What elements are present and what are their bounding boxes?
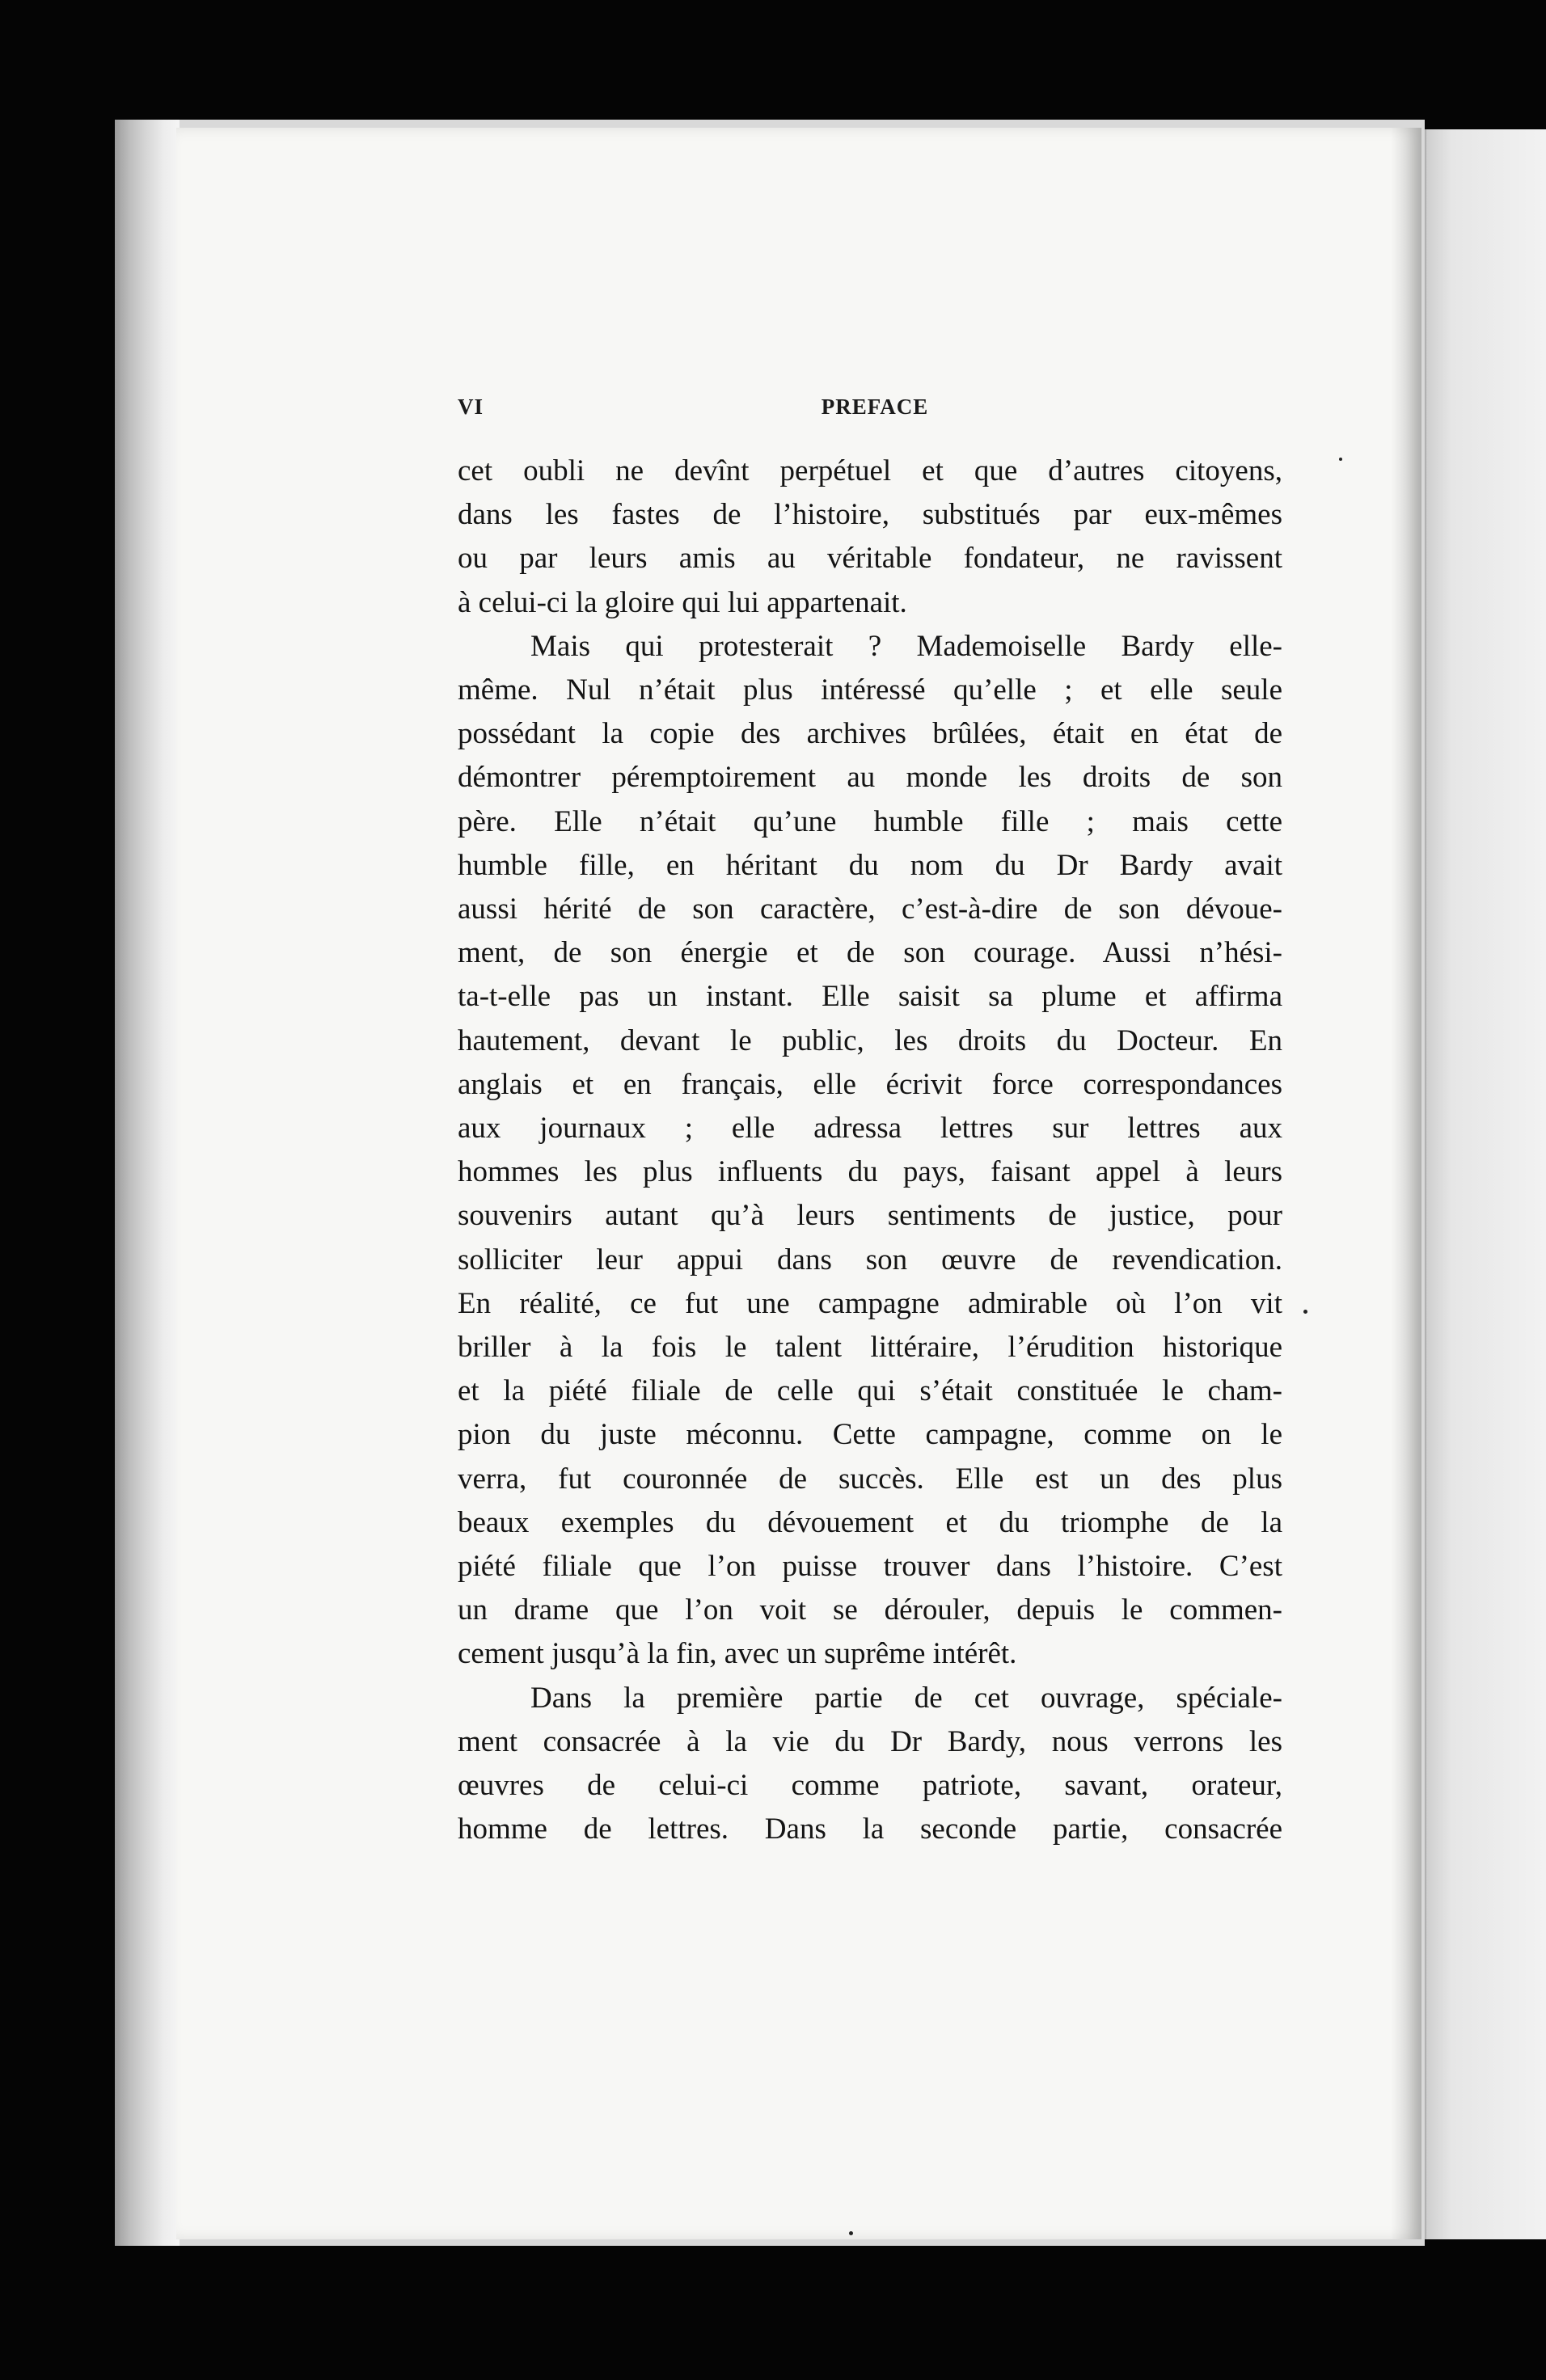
text-line: démontrer péremptoirement au monde les droits de son	[458, 761, 1282, 795]
text-line: possédant la copie des archives brûlées, était en état de	[458, 717, 1282, 751]
text-line: anglais et en français, elle écrivit force correspondances	[458, 1067, 1282, 1101]
text-line: père. Elle n’était qu’une humble fille ; mais cette	[458, 804, 1282, 838]
text-line: briller à la fois le talent littéraire, l’érudition historique	[458, 1331, 1282, 1365]
text-line: beaux exemples du dévouement et du triomphe de la	[458, 1505, 1282, 1539]
text-line: aux journaux ; elle adressa lettres sur lettres aux	[458, 1112, 1282, 1146]
text-line: à celui-ci la gloire qui lui appartenait.	[458, 585, 907, 619]
text-line: Dans la première partie de cet ouvrage, spéciale-	[530, 1681, 1282, 1715]
text-line: même. Nul n’était plus intéressé qu’elle ; et elle seule	[458, 673, 1282, 707]
text-line: ment consacrée à la vie du Dr Bardy, nous verrons les	[458, 1724, 1282, 1758]
adjacent-page-edge	[1419, 129, 1546, 2239]
page-number: VI	[458, 395, 484, 419]
text-line: solliciter leur appui dans son œuvre de revendication.	[458, 1243, 1282, 1277]
text-line: aussi hérité de son caractère, c’est-à-dire de son dévoue-	[458, 892, 1282, 926]
spine-shadow	[1391, 128, 1421, 2239]
text-line: cet oubli ne devînt perpétuel et que d’autres citoyens,	[458, 454, 1282, 487]
text-line: pion du juste méconnu. Cette campagne, comme on le	[458, 1418, 1282, 1452]
text-line: cement jusqu’à la fin, avec un suprême intérêt.	[458, 1637, 1017, 1671]
dust-speck	[1339, 458, 1342, 461]
dust-speck	[1303, 1310, 1307, 1314]
dust-speck	[849, 2231, 853, 2235]
body-text	[458, 449, 1282, 1852]
paragraph	[458, 1677, 1282, 1852]
text-line: souvenirs autant qu’à leurs sentiments de justice, pour	[458, 1199, 1282, 1233]
text-line: hommes les plus influents du pays, faisant appel à leurs	[458, 1155, 1282, 1189]
text-line: verra, fut couronnée de succès. Elle est un des plus	[458, 1462, 1282, 1496]
running-head	[458, 395, 1292, 427]
text-line: ou par leurs amis au véritable fondateur, ne ravissent	[458, 542, 1282, 576]
text-line: humble fille, en héritant du nom du Dr Bardy avait	[458, 848, 1282, 882]
text-line: et la piété filiale de celle qui s’était constituée le cham-	[458, 1374, 1282, 1408]
text-line: œuvres de celui-ci comme patriote, savant, orateur,	[458, 1769, 1282, 1803]
paragraph	[458, 625, 1282, 1677]
text-line: hautement, devant le public, les droits du Docteur. En	[458, 1023, 1282, 1057]
text-line: ment, de son énergie et de son courage. Aussi n’hési-	[458, 936, 1282, 970]
text-line: dans les fastes de l’histoire, substitués par eux-mêmes	[458, 498, 1282, 532]
text-line: piété filiale que l’on puisse trouver dans l’histoire. C’est	[458, 1550, 1282, 1584]
section-title: PREFACE	[821, 395, 929, 419]
page-stack-edge	[115, 120, 180, 2246]
text-line: Mais qui protesterait ? Mademoiselle Bardy elle-	[530, 629, 1282, 663]
paragraph	[458, 449, 1282, 625]
text-line: homme de lettres. Dans la seconde partie, consacrée	[458, 1812, 1282, 1846]
text-line: En réalité, ce fut une campagne admirable où l’on vit	[458, 1286, 1282, 1320]
text-line: ta-t-elle pas un instant. Elle saisit sa plume et affirma	[458, 980, 1282, 1014]
text-line: un drame que l’on voit se dérouler, depuis le commen-	[458, 1593, 1282, 1627]
